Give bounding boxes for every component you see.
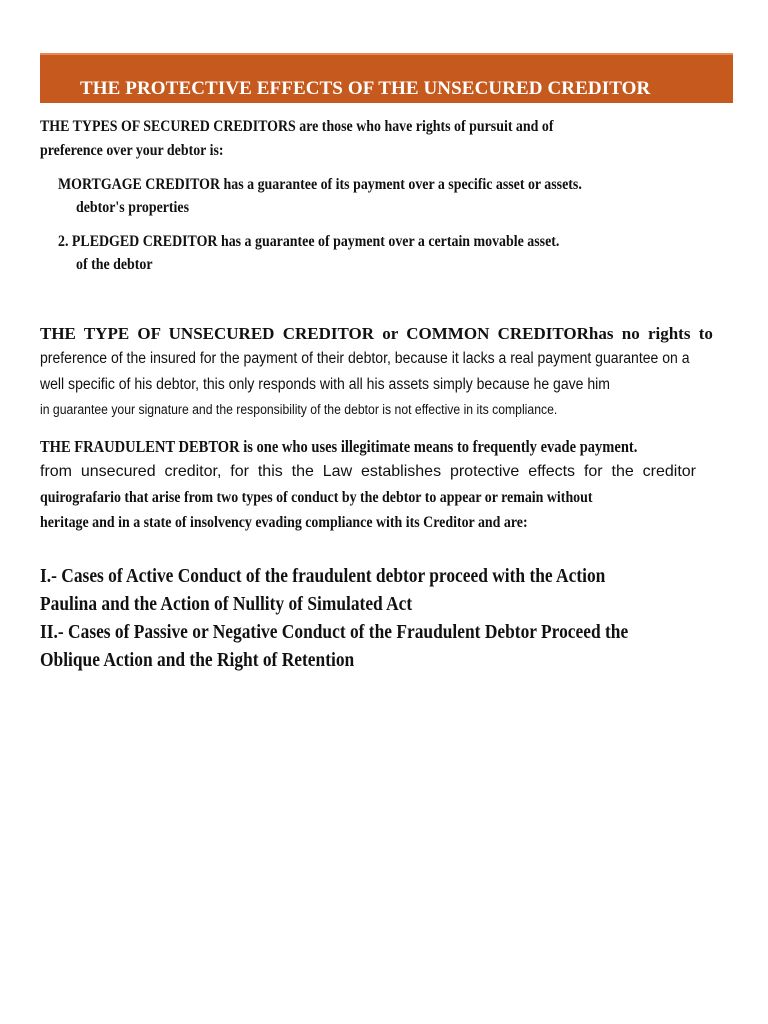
fraudulent-lead-bold: THE FRAUDULENT DEBTOR — [40, 437, 240, 456]
fraudulent-line-2: from unsecured creditor, for this the Law establishes protective effects for the creditor — [40, 463, 696, 480]
pledged-creditor-item — [58, 233, 559, 251]
unsecured-line-3: well specific of his debtor, this only responds with all his assets simply because he gave him — [40, 376, 610, 393]
pledged-creditor-text: has a guarantee of payment over a certain movable asset. — [217, 233, 560, 250]
fraudulent-lead-rest: is one who uses illegitimate means to frequently evade payment. — [239, 437, 638, 456]
case-2-line-1 — [40, 621, 628, 644]
secured-line-2: preference over your debtor is: — [40, 142, 224, 159]
unsecured-lead-bold: THE TYPE OF UNSECURED CREDITOR or COMMON CREDITOR — [40, 324, 589, 343]
unsecured-line-4: in guarantee your signature and the responsibility of the debtor is not effective in its compliance. — [40, 402, 558, 417]
unsecured-lead-line — [40, 324, 713, 344]
case-1-line-2: Paulina and the Action of Nullity of Simulated Act — [40, 593, 413, 615]
pledged-creditor-label: 2. PLEDGED CREDITOR — [58, 233, 218, 250]
mortgage-creditor-line-2: debtor's properties — [76, 199, 190, 216]
pledged-creditor-line-2: of the debtor — [76, 256, 153, 273]
secured-lead-line — [40, 118, 553, 136]
case-1-text: - Cases of Active Conduct of the fraudulent debtor proceed with the Action — [51, 565, 606, 587]
page-title: THE PROTECTIVE EFFECTS OF THE UNSECURED CREDITOR — [80, 78, 651, 99]
fraudulent-line-3: quirografario that arise from two types of conduct by the debtor to appear or remain without — [40, 489, 593, 506]
mortgage-creditor-label: MORTGAGE CREDITOR — [58, 176, 221, 193]
mortgage-creditor-item — [58, 176, 582, 194]
fraudulent-lead-line — [40, 437, 637, 457]
secured-lead-bold: THE TYPES OF SECURED CREDITORS — [40, 118, 296, 135]
case-2-line-2: Oblique Action and the Right of Retention — [40, 649, 355, 671]
unsecured-lead-rest: has no rights to — [588, 324, 713, 343]
case-1-numeral: I. — [40, 565, 52, 587]
case-2-numeral: II. — [40, 621, 58, 643]
case-2-text: - Cases of Passive or Negative Conduct of the Fraudulent Debtor Proceed the — [57, 621, 629, 643]
unsecured-line-2: preference of the insured for the payment of their debtor, because it lacks a real payment guarantee on a — [40, 350, 690, 367]
mortgage-creditor-text: has a guarantee of its payment over a specific asset or assets. — [220, 176, 582, 193]
case-1-line-1 — [40, 565, 605, 588]
secured-lead-rest: are those who have rights of pursuit and of — [295, 118, 554, 135]
fraudulent-line-4: heritage and in a state of insolvency evading compliance with its Creditor and are: — [40, 514, 528, 531]
